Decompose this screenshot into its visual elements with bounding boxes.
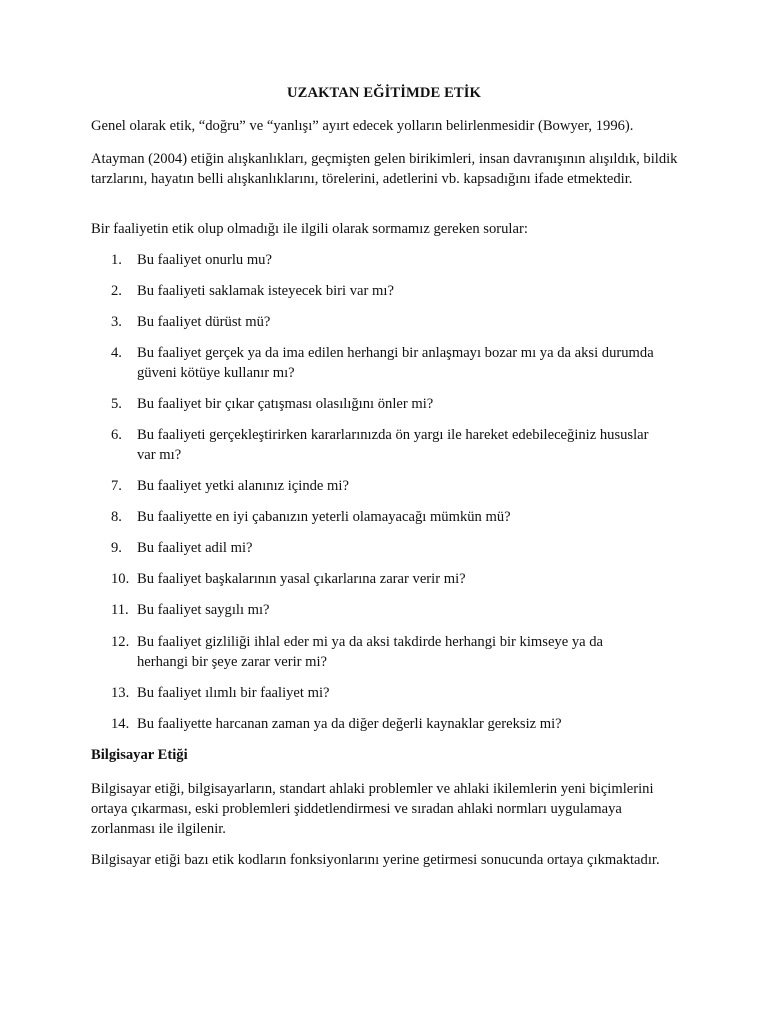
list-item-number: 1. — [111, 252, 122, 268]
list-item-text: Bu faaliyet ılımlı bir faaliyet mi? — [137, 685, 330, 701]
list-item-text: Bu faaliyet gizliliği ihlal eder mi ya da aksi takdirde herhangi bir kimseye ya da herhangi bir şeye zarar verir mi? — [137, 634, 604, 670]
list-item-text: Bu faaliyette en iyi çabanızın yeterli olamayacağı mümkün mü? — [137, 509, 511, 525]
list-item-text: Bu faaliyet adil mi? — [137, 540, 253, 556]
list-item-text: Bu faaliyet gerçek ya da ima edilen herhangi bir anlaşmayı bozar mı ya da aksi durumda güveni kötüye kullanır mı? — [137, 345, 654, 381]
list-item-text: Bu faaliyeti gerçekleştirirken kararlarınızda ön yargı ile hareket edebileceğiniz hususlar var mı? — [137, 427, 649, 463]
paragraph-atayman: Atayman (2004) etiğin alışkanlıkları, geçmişten gelen birikimleri, insan davranışının alışıldık, bildik tarzlarını, hayatın belli alışkanlıklarını, törelerini, adetlerini vb. kapsadığını ifade etmektedir. — [91, 151, 678, 187]
paragraph-intro: Genel olarak etik, “doğru” ve “yanlışı” ayırt edecek yolların belirlenmesidir (Bowyer, 1996). — [91, 118, 634, 134]
list-item-text: Bu faaliyette harcanan zaman ya da diğer değerli kaynaklar gereksiz mi? — [137, 716, 562, 732]
list-item-number: 3. — [111, 314, 122, 330]
list-item-text: Bu faaliyet bir çıkar çatışması olasılığını önler mi? — [137, 396, 434, 412]
list-item-number: 4. — [111, 345, 122, 361]
list-item-number: 13. — [111, 685, 130, 701]
paragraph-questions-intro: Bir faaliyetin etik olup olmadığı ile ilgili olarak sormamız gereken sorular: — [91, 221, 528, 237]
list-item-text: Bu faaliyet dürüst mü? — [137, 314, 271, 330]
list-item-number: 11. — [111, 602, 129, 618]
list-item-text: Bu faaliyet başkalarının yasal çıkarlarına zarar verir mi? — [137, 571, 466, 587]
paragraph-computer-ethics-origin: Bilgisayar etiği bazı etik kodların fonksiyonlarını yerine getirmesi sonucunda ortaya çıkmaktadır. — [91, 852, 660, 868]
list-item-number: 10. — [111, 571, 130, 587]
list-item-number: 5. — [111, 396, 122, 412]
list-item-text: Bu faaliyet onurlu mu? — [137, 252, 272, 268]
list-item-number: 12. — [111, 634, 130, 650]
section-heading: Bilgisayar Etiği — [91, 747, 188, 763]
list-item-text: Bu faaliyeti saklamak isteyecek biri var mı? — [137, 283, 394, 299]
paragraph-computer-ethics: Bilgisayar etiği, bilgisayarların, standart ahlaki problemler ve ahlaki ikilemlerin yeni biçimlerini ortaya çıkarması, eski problemleri şiddetlendirmesi ve sıradan ahlaki normları uygulamaya zorlanması ile ilgilenir. — [91, 781, 654, 837]
list-item-text: Bu faaliyet saygılı mı? — [137, 602, 270, 618]
list-item-number: 7. — [111, 478, 122, 494]
list-item-number: 9. — [111, 540, 122, 556]
document-title: UZAKTAN EĞİTİMDE ETİK — [286, 85, 481, 101]
list-item-number: 14. — [111, 716, 130, 732]
list-item-number: 2. — [111, 283, 122, 299]
list-item-number: 6. — [111, 427, 122, 443]
list-item-number: 8. — [111, 509, 122, 525]
list-item-text: Bu faaliyet yetki alanınız içinde mi? — [137, 478, 349, 494]
